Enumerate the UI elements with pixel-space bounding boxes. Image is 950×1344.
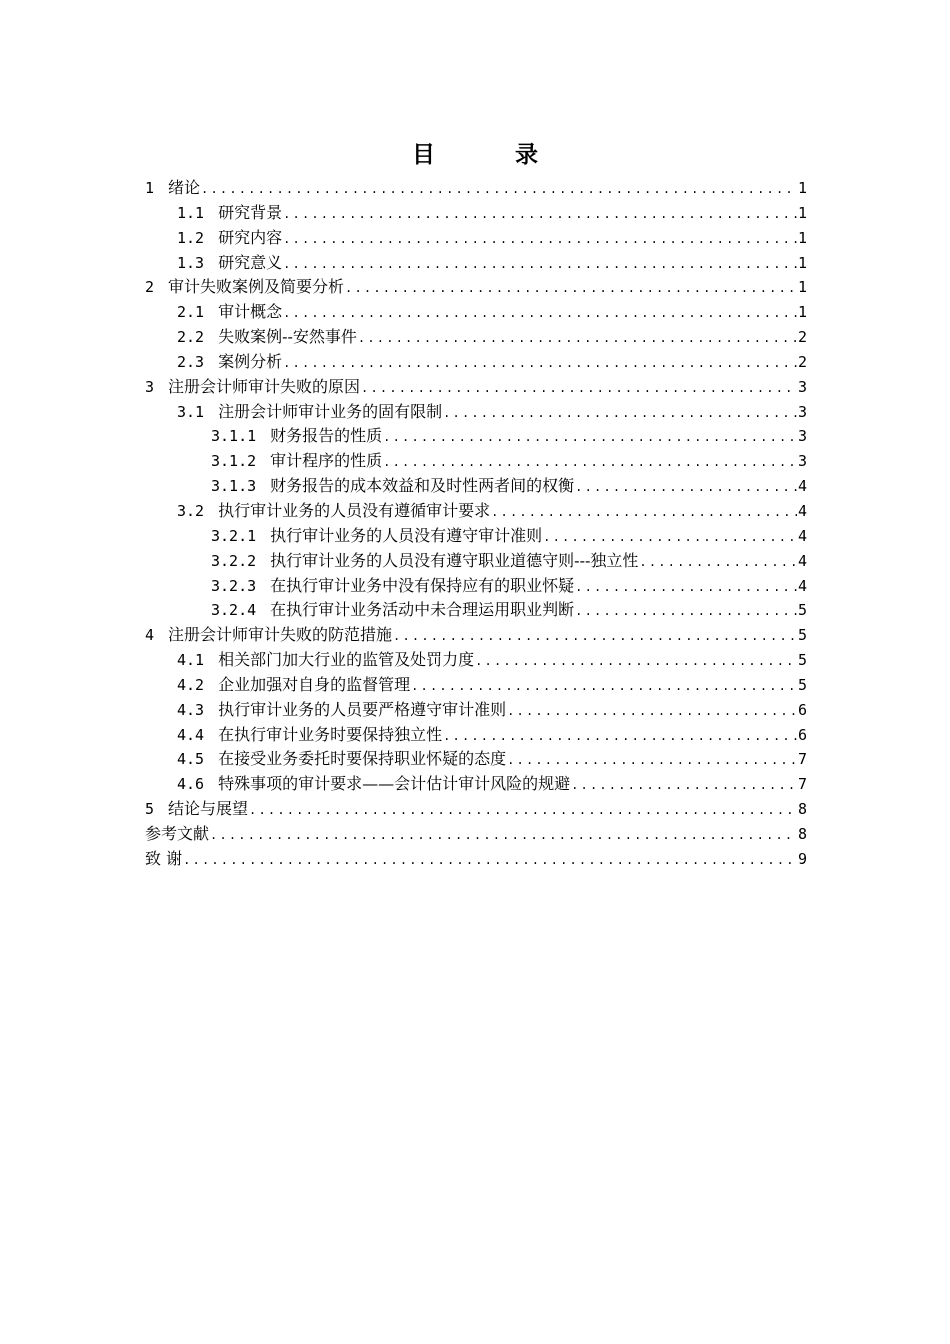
- toc-entry-title: 研究内容: [218, 227, 283, 247]
- toc-entry-title: 参考文献: [145, 823, 210, 843]
- toc-entry-number: 3.1.2: [211, 452, 257, 471]
- toc-entry[interactable]: [145, 375, 807, 400]
- toc-entry-title: 注册会计师审计失败的原因: [168, 376, 361, 396]
- toc-entry[interactable]: [145, 549, 807, 574]
- dot-leader: [575, 475, 797, 499]
- toc-entry-number: 4.3: [177, 700, 205, 719]
- dot-leader: [443, 401, 797, 425]
- toc-entry-number: 4.6: [177, 775, 205, 794]
- toc-entry-page-number: 3: [797, 452, 807, 471]
- toc-entry-title: 失败案例--安然事件: [218, 327, 357, 347]
- toc-entry-number: 1: [145, 179, 155, 197]
- toc-entry-number: 3.2.3: [211, 576, 257, 595]
- toc-entry-title: 绪论: [168, 178, 201, 197]
- dot-leader: [283, 301, 797, 325]
- toc-entry-number: 3.2.4: [211, 601, 257, 620]
- toc-entry-number: 2.2: [177, 328, 205, 347]
- toc-entry[interactable]: [145, 176, 807, 201]
- toc-entry-page-number: 5: [797, 651, 807, 670]
- toc-entry-page-number: 4: [797, 526, 807, 545]
- dot-leader: [507, 699, 797, 723]
- toc-entry-number: 1.2: [177, 228, 205, 247]
- table-of-contents: [145, 176, 807, 872]
- toc-entry-title: 审计概念: [218, 302, 283, 322]
- toc-entry-title: 审计程序的性质: [270, 451, 383, 471]
- toc-entry[interactable]: [145, 201, 807, 226]
- toc-entry[interactable]: [145, 424, 807, 449]
- toc-entry-title: 在执行审计业务中没有保持应有的职业怀疑: [270, 575, 575, 595]
- page-title: 目 录: [411, 142, 574, 168]
- dot-leader: [543, 525, 797, 549]
- toc-entry-title: 在接受业务委托时要保持职业怀疑的态度: [218, 749, 507, 769]
- toc-entry-number: 4.2: [177, 675, 205, 694]
- toc-entry-title: 执行审计业务的人员要严格遵守审计准则: [218, 699, 507, 719]
- toc-entry-title: 执行审计业务的人员没有遵循审计要求: [218, 500, 491, 520]
- toc-entry-page-number: 7: [797, 775, 807, 794]
- toc-entry-page-number: 1: [797, 228, 807, 247]
- toc-entry-page-number: 2: [797, 328, 807, 347]
- dot-leader: [393, 624, 797, 648]
- toc-entry-number: 3.2.1: [211, 526, 257, 545]
- toc-entry-number: 4.5: [177, 750, 205, 769]
- toc-entry[interactable]: [145, 797, 807, 822]
- toc-entry-number: 3.1.3: [211, 477, 257, 496]
- toc-entry-title: 案例分析: [218, 351, 283, 371]
- toc-entry-number: 3.1: [177, 402, 205, 421]
- toc-entry-page-number: 4: [797, 551, 807, 570]
- toc-entry-number: 3.2: [177, 501, 205, 520]
- toc-entry-number: 2.1: [177, 303, 205, 322]
- toc-entry-title: 财务报告的成本效益和及时性两者间的权衡: [270, 476, 575, 496]
- toc-entry[interactable]: [145, 524, 807, 549]
- dot-leader: [361, 376, 797, 400]
- toc-entry-title: 注册会计师审计业务的固有限制: [218, 401, 443, 421]
- toc-entry-page-number: 4: [797, 477, 807, 496]
- toc-entry-number: 5: [145, 800, 155, 819]
- toc-entry-page-number: 6: [797, 700, 807, 719]
- toc-entry[interactable]: [145, 226, 807, 251]
- toc-entry[interactable]: [145, 325, 807, 350]
- toc-entry-number: 3: [145, 377, 155, 396]
- toc-entry-title: 相关部门加大行业的监管及处罚力度: [218, 650, 475, 670]
- toc-entry[interactable]: [145, 499, 807, 524]
- toc-entry[interactable]: [145, 847, 807, 872]
- toc-entry-page-number: 1: [797, 203, 807, 222]
- toc-entry-title: 结论与展望: [168, 799, 249, 819]
- toc-entry[interactable]: [145, 251, 807, 276]
- toc-entry-number: 3.2.2: [211, 551, 257, 570]
- dot-leader: [475, 649, 797, 673]
- toc-entry-page-number: 4: [797, 501, 807, 520]
- dot-leader: [575, 575, 797, 599]
- dot-leader: [201, 177, 797, 201]
- toc-entry[interactable]: [145, 400, 807, 425]
- toc-entry[interactable]: [145, 275, 807, 300]
- toc-entry[interactable]: [145, 474, 807, 499]
- toc-entry-number: 4.4: [177, 725, 205, 744]
- toc-entry-title: 企业加强对自身的监督管理: [218, 674, 411, 694]
- toc-entry-page-number: 1: [797, 253, 807, 272]
- dot-leader: [358, 326, 797, 350]
- dot-leader: [491, 500, 797, 524]
- toc-entry-page-number: 2: [797, 352, 807, 371]
- toc-entry-page-number: 9: [797, 849, 807, 868]
- toc-entry-title: 致 谢: [145, 848, 183, 868]
- toc-entry-page-number: 1: [797, 278, 807, 297]
- toc-entry[interactable]: [145, 350, 807, 375]
- toc-entry[interactable]: [145, 300, 807, 325]
- toc-entry[interactable]: [145, 598, 807, 623]
- toc-entry-title: 执行审计业务的人员没有遵守职业道德守则---独立性: [270, 550, 639, 570]
- dot-leader: [210, 823, 797, 847]
- dot-leader: [283, 252, 797, 276]
- dot-leader: [383, 425, 797, 449]
- toc-entry[interactable]: [145, 449, 807, 474]
- toc-entry-page-number: 4: [797, 576, 807, 595]
- toc-entry-title: 审计失败案例及简要分析: [168, 277, 345, 297]
- toc-entry-number: 2.3: [177, 352, 205, 371]
- toc-entry[interactable]: [145, 673, 807, 698]
- toc-entry-title: 在执行审计业务活动中未合理运用职业判断: [270, 600, 575, 620]
- toc-entry[interactable]: [145, 772, 807, 797]
- toc-entry-page-number: 5: [797, 626, 807, 645]
- dot-leader: [443, 724, 797, 748]
- toc-entry-title: 执行审计业务的人员没有遵守审计准则: [270, 525, 543, 545]
- toc-entry-page-number: 5: [797, 675, 807, 694]
- dot-leader: [575, 599, 797, 623]
- toc-entry-page-number: 6: [797, 725, 807, 744]
- toc-entry[interactable]: [145, 648, 807, 673]
- toc-entry-title: 特殊事项的审计要求——会计估计审计风险的规避: [218, 774, 571, 794]
- toc-entry-title: 研究意义: [218, 252, 283, 272]
- dot-leader: [283, 351, 797, 375]
- dot-leader: [183, 848, 797, 872]
- toc-entry-title: 财务报告的性质: [270, 426, 383, 446]
- toc-entry-number: 4: [145, 626, 155, 645]
- toc-entry-page-number: 8: [797, 800, 807, 819]
- toc-entry-page-number: 8: [797, 824, 807, 843]
- dot-leader: [383, 450, 797, 474]
- dot-leader: [345, 276, 797, 300]
- toc-entry[interactable]: [145, 623, 807, 648]
- toc-entry-title: 研究背景: [218, 202, 283, 222]
- toc-entry[interactable]: [145, 747, 807, 772]
- toc-entry-number: 1.1: [177, 203, 205, 222]
- toc-entry-page-number: 1: [797, 303, 807, 322]
- toc-entry[interactable]: [145, 822, 807, 847]
- toc-entry-number: 3.1.1: [211, 427, 257, 446]
- toc-entry-number: 1.3: [177, 253, 205, 272]
- dot-leader: [283, 202, 797, 226]
- dot-leader: [571, 773, 797, 797]
- dot-leader: [507, 748, 797, 772]
- toc-entry-page-number: 3: [797, 377, 807, 396]
- toc-entry-page-number: 5: [797, 601, 807, 620]
- toc-entry-title: 注册会计师审计失败的防范措施: [168, 625, 393, 645]
- toc-entry-title: 在执行审计业务时要保持独立性: [218, 724, 443, 744]
- toc-entry-number: 2: [145, 278, 155, 297]
- toc-entry-page-number: 3: [797, 427, 807, 446]
- dot-leader: [411, 674, 797, 698]
- toc-entry-page-number: 3: [797, 402, 807, 421]
- toc-entry-page-number: 7: [797, 750, 807, 769]
- dot-leader: [283, 227, 797, 251]
- toc-entry[interactable]: [145, 723, 807, 748]
- toc-entry[interactable]: [145, 698, 807, 723]
- toc-entry-page-number: 1: [797, 179, 807, 197]
- dot-leader: [639, 550, 797, 574]
- toc-entry-number: 4.1: [177, 651, 205, 670]
- toc-entry[interactable]: [145, 574, 807, 599]
- dot-leader: [249, 798, 797, 822]
